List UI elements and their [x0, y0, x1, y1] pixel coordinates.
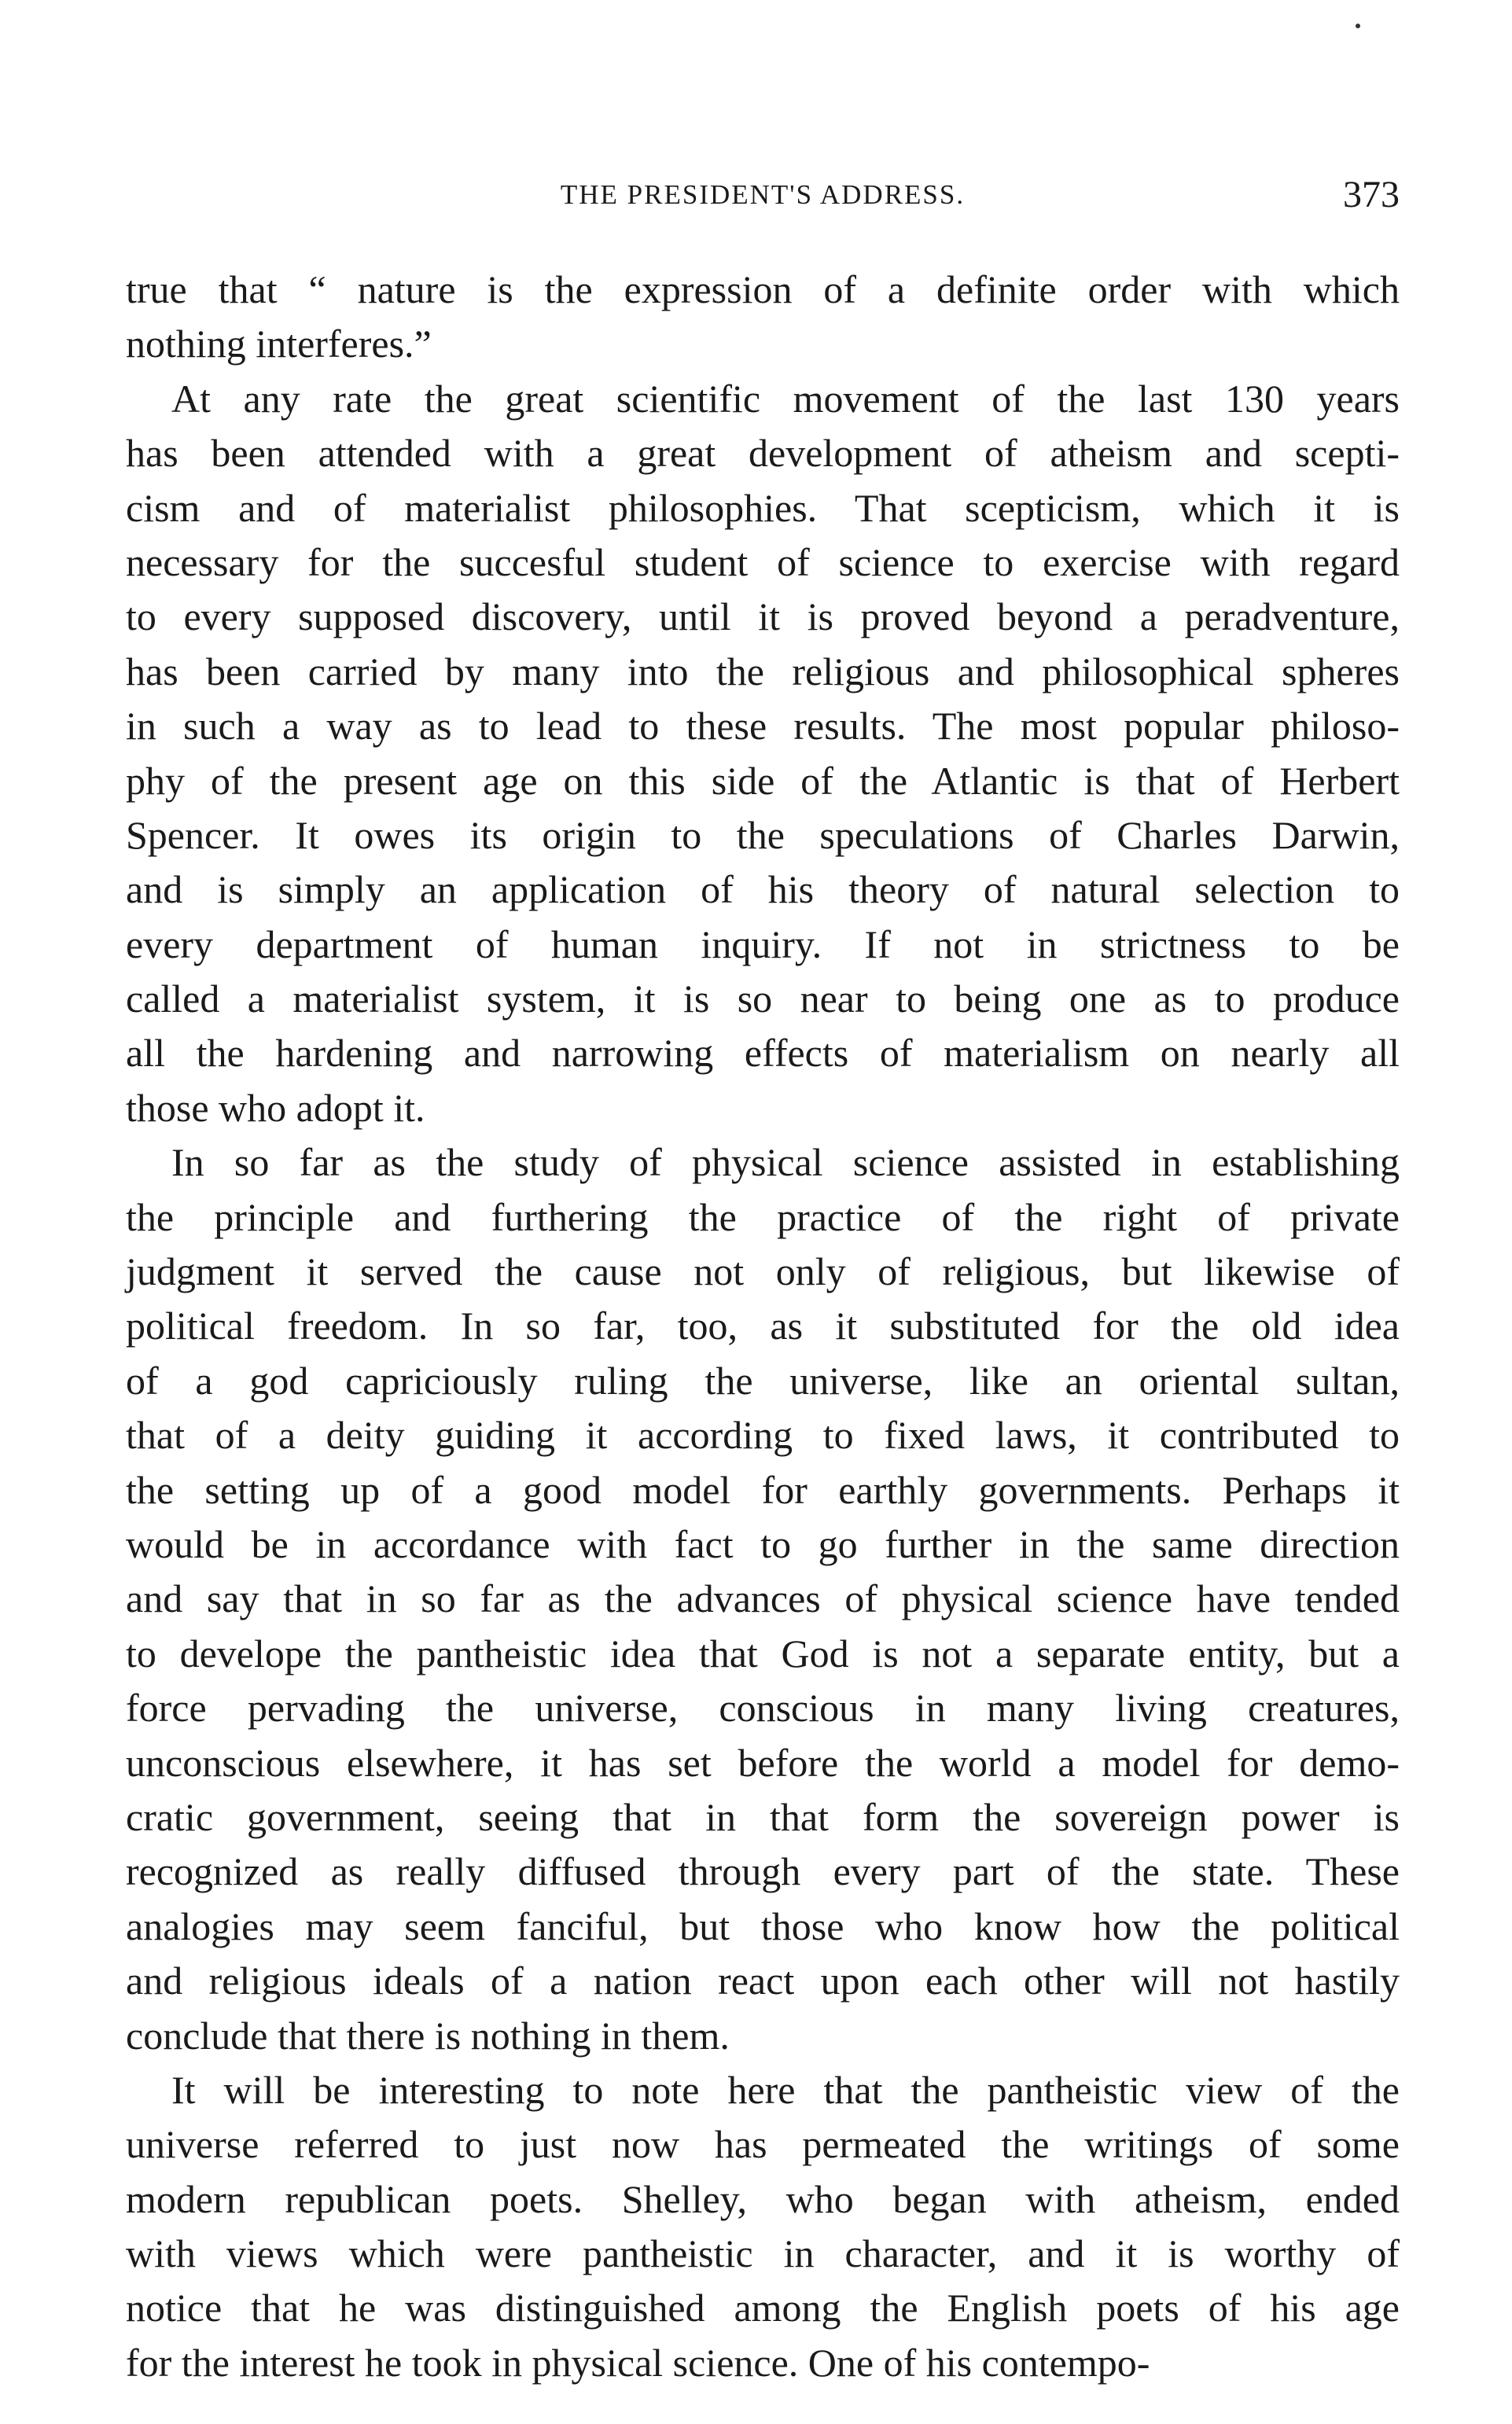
text-line: analogies may seem fanciful, but those who know how the political [126, 1904, 1400, 1948]
text-line: to develope the pantheistic idea that God is not a separate entity, but a [126, 1631, 1400, 1675]
text-line: to every supposed discovery, until it is proved beyond a peradventure, [126, 594, 1400, 639]
paragraph [126, 372, 1400, 1135]
text-line: cism and of materialist philosophies. That scepticism, which it is [126, 485, 1400, 530]
ink-speck [1356, 24, 1360, 28]
text-line: recognized as really diffused through every part of the state. These [126, 1849, 1400, 1894]
page-header [126, 174, 1400, 226]
text-line: and religious ideals of a nation react upon each other will not hastily [126, 1959, 1400, 2003]
book-page [126, 0, 1400, 2424]
text-line: It will be interesting to note here that the pantheistic view of the [171, 2067, 1400, 2112]
text-line: and say that in so far as the advances of physical science have tended [126, 1576, 1400, 1621]
text-line: At any rate the great scientific movement of the last 130 years [171, 376, 1400, 421]
text-line: those who adopt it. [126, 1085, 425, 1130]
text-line: In so far as the study of physical science assisted in establishing [171, 1140, 1400, 1185]
text-line: in such a way as to lead to these results. The most popular philoso- [126, 704, 1400, 749]
text-line: the principle and furthering the practice of the right of private [126, 1194, 1400, 1239]
body-text [126, 263, 1400, 2390]
text-line: the setting up of a good model for earthly governments. Perhaps it [126, 1467, 1400, 1512]
text-line: has been attended with a great development of atheism and scepti- [126, 431, 1400, 476]
text-line: that of a deity guiding it according to fixed laws, it contributed to [126, 1413, 1400, 1458]
running-title: THE PRESIDENT'S ADDRESS. [560, 179, 966, 210]
paragraph [126, 2063, 1400, 2390]
text-line: notice that he was distinguished among the English poets of his age [126, 2286, 1400, 2330]
text-line: phy of the present age on this side of the Atlantic is that of Herbert [126, 758, 1400, 803]
text-line: conclude that there is nothing in them. [126, 2013, 730, 2058]
text-line: and is simply an application of his theory of natural selection to [126, 867, 1400, 912]
text-line: true that “ nature is the expression of a definite order with which [126, 267, 1400, 311]
text-line: unconscious elsewhere, it has set before the world a model for demo- [126, 1740, 1400, 1785]
text-line: judgment it served the cause not only of religious, but likewise of [126, 1249, 1400, 1294]
text-line: of a god capriciously ruling the universe, like an oriental sultan, [126, 1358, 1400, 1403]
text-line: called a materialist system, it is so near to being one as to produce [126, 977, 1400, 1021]
text-line: for the interest he took in physical science. One of his contempo- [126, 2340, 1150, 2385]
text-line: with views which were pantheistic in character, and it is worthy of [126, 2231, 1400, 2276]
text-line: necessary for the succesful student of science to exercise with regard [126, 539, 1400, 584]
text-line: force pervading the universe, conscious in many living creatures, [126, 1686, 1400, 1731]
text-line: would be in accordance with fact to go further in the same direction [126, 1521, 1400, 1566]
text-line: universe referred to just now has permeated the writings of some [126, 2122, 1400, 2167]
text-line: Spencer. It owes its origin to the speculations of Charles Darwin, [126, 812, 1400, 857]
paragraph [126, 263, 1400, 372]
text-line: cratic government, seeing that in that form the sovereign power is [126, 1794, 1400, 1839]
text-line: nothing interferes.” [126, 322, 432, 366]
text-line: political freedom. In so far, too, as it substituted for the old idea [126, 1304, 1400, 1348]
page-number: 373 [1343, 174, 1400, 215]
text-line: modern republican poets. Shelley, who began with atheism, ended [126, 2176, 1400, 2221]
text-line: every department of human inquiry. If not in strictness to be [126, 921, 1400, 966]
paragraph [126, 1135, 1400, 2063]
text-line: has been carried by many into the religious and philosophical spheres [126, 649, 1400, 693]
text-line: all the hardening and narrowing effects of materialism on nearly all [126, 1031, 1400, 1076]
